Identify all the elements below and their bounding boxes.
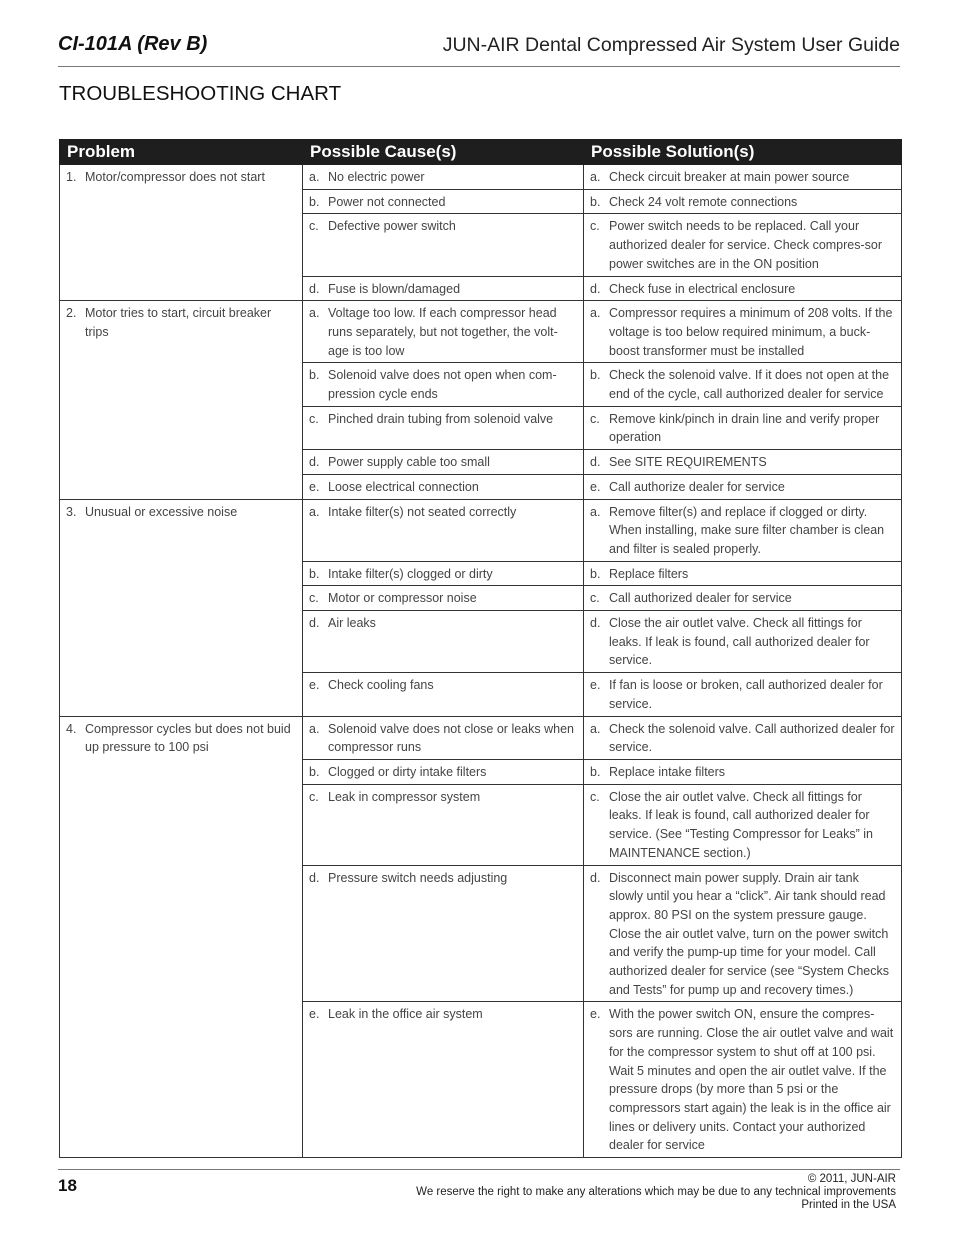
troubleshooting-table: [59, 139, 902, 1158]
cause-label: c.: [309, 591, 319, 606]
cause-cell: [303, 214, 584, 276]
section-title: TROUBLESHOOTING CHART: [59, 82, 342, 105]
column-header-solution: Possible Solution(s): [584, 140, 902, 165]
solution-label: b.: [590, 368, 601, 383]
solution-item: [590, 453, 895, 472]
solution-label: c.: [590, 411, 600, 426]
cause-text: Leak in compressor system: [328, 789, 481, 804]
cause-item: [309, 193, 577, 212]
solution-text: Power switch needs to be replaced. Call your authorized dealer for service. Check compres-sor power switches are in the ON position: [609, 219, 883, 271]
table-body: [60, 165, 902, 1158]
solution-text: Check the solenoid valve. If it does not open at the end of the cycle, call authorized dealer for service: [609, 368, 890, 402]
cause-item: [309, 217, 577, 236]
table-row: [60, 499, 902, 561]
cause-text: Fuse is blown/damaged: [328, 281, 461, 296]
cause-cell: [303, 474, 584, 499]
solution-item: [590, 478, 895, 497]
solution-cell: [584, 673, 902, 716]
copyright-text: © 2011, JUN-AIR: [807, 1173, 896, 1185]
cause-cell: [303, 759, 584, 784]
solution-cell: [584, 301, 902, 363]
solution-cell: [584, 1002, 902, 1158]
solution-cell: [584, 586, 902, 611]
solution-label: e.: [590, 1007, 601, 1022]
cause-label: a.: [309, 170, 320, 184]
solution-text: With the power switch ON, ensure the compres-sors are running. Close the air outlet valve and wait for the compressor system to shut off at 100 psi. Wait 5 minutes and open the air outlet valve. If the pressure drops (by more than 5 psi or the compressors start again) the leak is in the office air lines or delivery units. Contact your authorized dealer for service: [609, 1007, 894, 1153]
cause-item: [309, 168, 577, 187]
cause-item: [309, 565, 577, 584]
solution-item: [590, 410, 895, 447]
cause-label: a.: [309, 306, 320, 321]
problem-number: 2.: [66, 306, 77, 321]
cause-text: Solenoid valve does not open when com-pression cycle ends: [328, 368, 557, 402]
solution-cell: [584, 865, 902, 1002]
cause-text: Pinched drain tubing from solenoid valve: [328, 411, 554, 426]
solution-item: [590, 788, 895, 863]
cause-item: [309, 280, 577, 299]
solution-text: Replace intake filters: [609, 764, 726, 779]
page-header: [58, 33, 900, 63]
cause-item: [309, 589, 577, 608]
cause-label: a.: [309, 504, 320, 519]
cause-label: d.: [309, 455, 320, 470]
solution-item: [590, 366, 895, 403]
solution-cell: [584, 611, 902, 673]
problem-number: 1.: [66, 170, 77, 184]
cause-text: Voltage too low. If each compressor head runs separately, but not together, the volt-age is too low: [328, 306, 558, 358]
solution-item: [590, 168, 895, 187]
cause-item: [309, 478, 577, 497]
cause-cell: [303, 865, 584, 1002]
problem-description: Unusual or excessive noise: [85, 504, 238, 519]
cause-label: d.: [309, 870, 320, 885]
solution-label: e.: [590, 479, 601, 494]
cause-cell: [303, 586, 584, 611]
cause-item: [309, 763, 577, 782]
cause-label: c.: [309, 411, 319, 426]
cause-text: Loose electrical connection: [328, 479, 479, 494]
solution-label: e.: [590, 678, 601, 693]
solution-label: b.: [590, 194, 601, 209]
column-header-problem: Problem: [60, 140, 303, 165]
cause-cell: [303, 165, 584, 190]
cause-item: [309, 366, 577, 403]
solution-text: See SITE REQUIREMENTS: [609, 455, 767, 470]
solution-text: Close the air outlet valve. Check all fittings for leaks. If leak is found, call authorized dealer for service.: [609, 616, 870, 668]
cause-label: e.: [309, 479, 320, 494]
solution-cell: [584, 363, 902, 406]
document-id: CI-101A (Rev B): [58, 33, 208, 55]
cause-label: b.: [309, 368, 320, 383]
solution-label: a.: [590, 170, 601, 184]
problem-text: [66, 720, 296, 757]
solution-cell: [584, 406, 902, 449]
problem-cell: [60, 716, 303, 1157]
solution-label: c.: [590, 789, 600, 804]
solution-item: [590, 589, 895, 608]
cause-item: [309, 304, 577, 360]
solution-cell: [584, 214, 902, 276]
cause-cell: [303, 611, 584, 673]
problem-description: Motor tries to start, circuit breaker trips: [85, 306, 272, 339]
solution-cell: [584, 189, 902, 214]
table-row: [60, 301, 902, 363]
solution-label: c.: [590, 219, 600, 234]
cause-cell: [303, 716, 584, 759]
cause-text: Power supply cable too small: [328, 455, 490, 470]
solution-cell: [584, 499, 902, 561]
header-divider: [58, 66, 900, 67]
solution-cell: [584, 165, 902, 190]
solution-cell: [584, 276, 902, 301]
problem-number: 4.: [66, 721, 77, 736]
problem-description: Motor/compressor does not start: [85, 170, 265, 184]
cause-label: c.: [309, 219, 319, 234]
solution-item: [590, 720, 895, 757]
problem-cell: [60, 499, 303, 716]
solution-label: c.: [590, 591, 600, 606]
cause-text: Power not connected: [328, 194, 446, 209]
footer-divider: [58, 1169, 900, 1170]
solution-label: d.: [590, 281, 601, 296]
solution-item: [590, 614, 895, 670]
solution-text: Call authorized dealer for service: [609, 591, 792, 606]
cause-text: Air leaks: [328, 616, 376, 631]
cause-text: Check cooling fans: [328, 678, 434, 693]
cause-item: [309, 869, 577, 888]
cause-label: d.: [309, 281, 320, 296]
cause-text: No electric power: [328, 170, 425, 184]
cause-cell: [303, 363, 584, 406]
footer-notice: [416, 1173, 896, 1212]
solution-item: [590, 869, 895, 1000]
problem-cell: [60, 165, 303, 301]
cause-cell: [303, 499, 584, 561]
cause-item: [309, 614, 577, 633]
solution-label: d.: [590, 455, 601, 470]
solution-item: [590, 304, 895, 360]
cause-text: Motor or compressor noise: [328, 591, 477, 606]
cause-label: b.: [309, 566, 320, 581]
solution-text: Check the solenoid valve. Call authorized dealer for service.: [609, 721, 895, 755]
solution-label: d.: [590, 616, 601, 631]
cause-text: Intake filter(s) not seated correctly: [328, 504, 517, 519]
solution-label: a.: [590, 721, 601, 736]
cause-label: e.: [309, 678, 320, 693]
solution-text: Remove filter(s) and replace if clogged or dirty. When installing, make sure filter chamber is clean and filter is sealed properly.: [609, 504, 885, 556]
solution-item: [590, 676, 895, 713]
solution-text: Check fuse in electrical enclosure: [609, 281, 796, 296]
cause-item: [309, 410, 577, 429]
solution-text: Close the air outlet valve. Check all fittings for leaks. If leak is found, call authorized dealer for service. (See “Testing Compressor for Leaks” in MAINTENANCE section.): [609, 789, 873, 860]
cause-cell: [303, 301, 584, 363]
solution-text: If fan is loose or broken, call authorized dealer for service.: [609, 678, 883, 711]
cause-text: Intake filter(s) clogged or dirty: [328, 566, 493, 581]
solution-item: [590, 1005, 895, 1155]
cause-cell: [303, 784, 584, 865]
cause-item: [309, 720, 577, 757]
cause-text: Leak in the office air system: [328, 1007, 483, 1022]
table-row: [60, 165, 902, 190]
solution-label: d.: [590, 870, 601, 885]
cause-cell: [303, 276, 584, 301]
table-row: [60, 716, 902, 759]
solution-label: a.: [590, 504, 601, 519]
solution-cell: [584, 450, 902, 475]
cause-label: d.: [309, 616, 320, 631]
solution-cell: [584, 561, 902, 586]
cause-item: [309, 1005, 577, 1024]
cause-label: b.: [309, 194, 320, 209]
solution-label: b.: [590, 566, 601, 581]
solution-text: Call authorize dealer for service: [609, 479, 785, 494]
disclaimer-text: We reserve the right to make any alterations which may be due to any technical improvements: [416, 1186, 896, 1198]
solution-text: Check 24 volt remote connections: [609, 194, 798, 209]
cause-text: Pressure switch needs adjusting: [328, 870, 508, 885]
cause-text: Defective power switch: [328, 219, 456, 234]
solution-item: [590, 763, 895, 782]
cause-item: [309, 453, 577, 472]
cause-text: Clogged or dirty intake filters: [328, 764, 487, 779]
solution-cell: [584, 474, 902, 499]
problem-number: 3.: [66, 504, 77, 519]
column-header-cause: Possible Cause(s): [303, 140, 584, 165]
cause-cell: [303, 406, 584, 449]
problem-text: [66, 503, 296, 522]
solution-cell: [584, 784, 902, 865]
printed-text: Printed in the USA: [801, 1199, 896, 1211]
cause-label: e.: [309, 1007, 320, 1022]
solution-text: Disconnect main power supply. Drain air tank slowly until you hear a “click”. Air tank should read approx. 80 PSI on the system pressure gauge. Close the air outlet valve, turn on the power switch and verify the pump-up time for your model. Call authorized dealer for service (see “System Checks and Tests” for pump up and recovery times.): [609, 870, 889, 997]
cause-cell: [303, 1002, 584, 1158]
solution-item: [590, 503, 895, 559]
cause-label: c.: [309, 789, 319, 804]
cause-label: b.: [309, 764, 320, 779]
solution-item: [590, 280, 895, 299]
solution-cell: [584, 759, 902, 784]
cause-cell: [303, 189, 584, 214]
problem-description: Compressor cycles but does not buid up pressure to 100 psi: [85, 721, 291, 755]
cause-cell: [303, 673, 584, 716]
solution-item: [590, 217, 895, 273]
table-header-row: [60, 140, 902, 165]
solution-text: Replace filters: [609, 566, 689, 581]
solution-item: [590, 193, 895, 212]
problem-cell: [60, 301, 303, 499]
solution-text: Check circuit breaker at main power source: [609, 170, 850, 184]
solution-text: Remove kink/pinch in drain line and verify proper operation: [609, 411, 880, 445]
cause-item: [309, 788, 577, 807]
problem-text: [66, 304, 296, 341]
solution-text: Compressor requires a minimum of 208 volts. If the voltage is too below required minimum, a buck-boost transformer must be installed: [609, 306, 893, 358]
solution-label: b.: [590, 764, 601, 779]
cause-text: Solenoid valve does not close or leaks when compressor runs: [328, 721, 574, 755]
cause-item: [309, 503, 577, 522]
solution-cell: [584, 716, 902, 759]
cause-label: a.: [309, 721, 320, 736]
solution-item: [590, 565, 895, 584]
problem-text: [66, 168, 296, 187]
solution-label: a.: [590, 306, 601, 321]
cause-cell: [303, 450, 584, 475]
page-number: 18: [58, 1176, 77, 1195]
document-title: JUN-AIR Dental Compressed Air System User Guide: [442, 34, 900, 56]
cause-item: [309, 676, 577, 695]
cause-cell: [303, 561, 584, 586]
